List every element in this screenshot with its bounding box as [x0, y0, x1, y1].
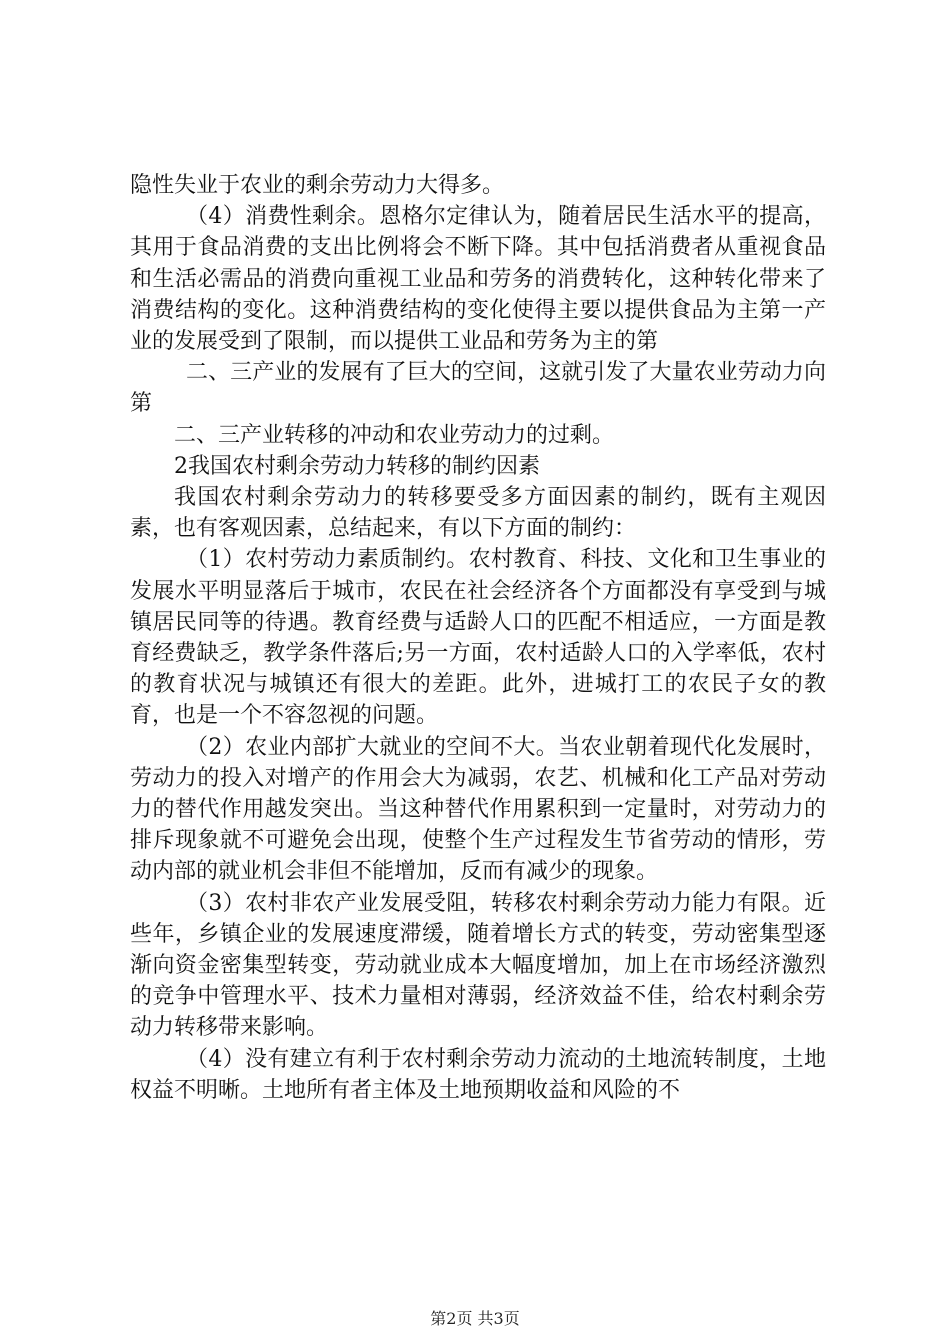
- paragraph: （2）农业内部扩大就业的空间不大。当农业朝着现代化发展时，劳动力的投入对增产的作用会大为减弱，农艺、机械和化工产品对劳动力的替代作用越发突出。当这种替代作用累积到一定量时，对劳动力的排斥现象就不可避免会出现，使整个生产过程发生节省劳动的情形，劳动内部的就业机会非但不能增加，反而有减少的现象。: [130, 734, 826, 885]
- paragraph: 二、三产业转移的冲动和农业劳动力的过剩。: [174, 422, 615, 448]
- paragraph: （3）农村非农产业发展受阻，转移农村剩余劳动力能力有限。近些年，乡镇企业的发展速度滞缓，随着增长方式的转变，劳动密集型逐渐向资金密集型转变，劳动就业成本大幅度增加，加上在市场经济激烈的竞争中管理水平、技术力量相对薄弱，经济效益不佳，给农村剩余劳动力转移带来影响。: [130, 890, 826, 1041]
- document-body: [130, 170, 826, 1106]
- paragraph: （1）农村劳动力素质制约。农村教育、科技、文化和卫生事业的发展水平明显落后于城市，农民在社会经济各个方面都没有享受到与城镇居民同等的待遇。教育经费与适龄人口的匹配不相适应，一方面是教育经费缺乏，教学条件落后;另一方面，农村适龄人口的入学率低，农村的教育状况与城镇还有很大的差距。此外，进城打工的农民子女的教育，也是一个不容忽视的问题。: [130, 547, 826, 729]
- paragraph: 二、三产业的发展有了巨大的空间，这就引发了大量农业劳动力向第: [130, 360, 826, 417]
- paragraph: （4）消费性剩余。恩格尔定律认为，随着居民生活水平的提高，其用于食品消费的支出比例将会不断下降。其中包括消费者从重视食品和生活必需品的消费向重视工业品和劳务的消费转化，这种转化带来了消费结构的变化。这种消费结构的变化使得主要以提供食品为主第一产业的发展受到了限制，而以提供工业品和劳务为主的第: [130, 204, 826, 355]
- paragraph: （4）没有建立有利于农村剩余劳动力流动的土地流转制度，土地权益不明晰。土地所有者主体及土地预期收益和风险的不: [130, 1046, 826, 1103]
- section-heading: 2我国农村剩余劳动力转移的制约因素: [174, 453, 540, 479]
- paragraph: 隐性失业于农业的剩余劳动力大得多。: [130, 173, 505, 198]
- page-number-footer: 第2页 共3页: [430, 1309, 520, 1328]
- paragraph: 我国农村剩余劳动力的转移要受多方面因素的制约，既有主观因素，也有客观因素，总结起来，有以下方面的制约：: [130, 485, 826, 542]
